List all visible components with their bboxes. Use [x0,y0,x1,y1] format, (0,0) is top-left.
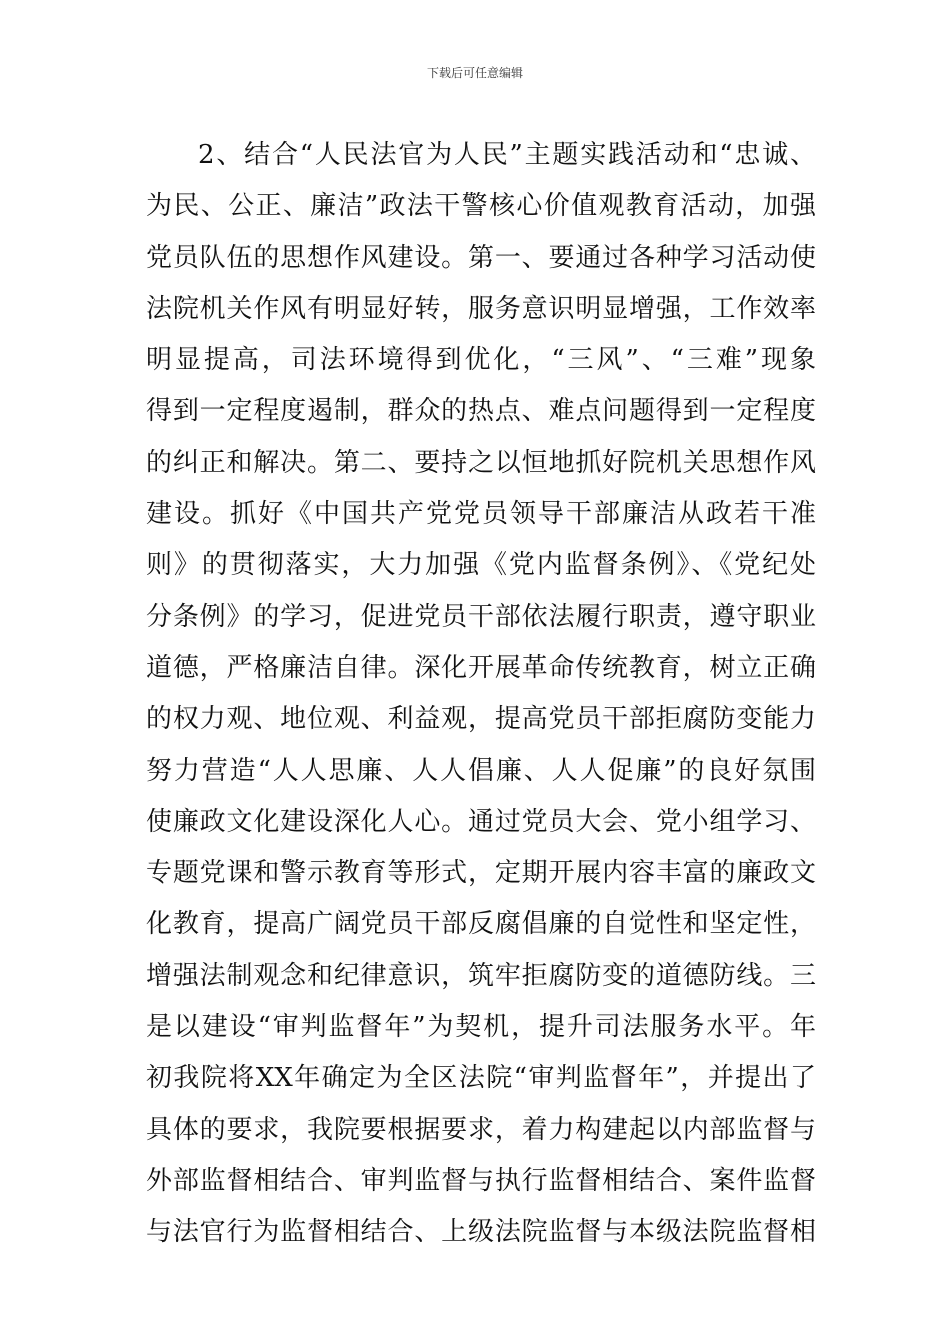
text-line: 努力营造“人人思廉、人人倡廉、人人促廉”的良好氛围 [146,755,816,786]
text-line: 则》的贯彻落实，大力加强《党内监督条例》、《党纪处 [146,550,816,581]
text-line: 增强法制观念和纪律意识，筑牢拒腐防变的道德防线。三 [146,960,816,991]
text-line: 的权力观、地位观、利益观，提高党员干部拒腐防变能力 [146,704,816,735]
text-line: 初我院将XX年确定为全区法院“审判监督年”，并提出了 [146,1063,816,1094]
text-line: 的纠正和解决。第二、要持之以恒地抓好院机关思想作风 [146,447,816,478]
text-line: 建设。抓好《中国共产党党员领导干部廉洁从政若干准 [146,499,816,530]
text-line: 明显提高，司法环境得到优化，“三风”、“三难”现象 [146,345,816,376]
text-line: 法院机关作风有明显好转，服务意识明显增强，工作效率 [146,293,816,324]
text-line: 党员队伍的思想作风建设。第一、要通过各种学习活动使 [146,242,816,273]
text-line: 得到一定程度遏制，群众的热点、难点问题得到一定程度 [146,396,816,427]
text-line: 为民、公正、廉洁”政法干警核心价值观教育活动，加强 [146,191,816,222]
text-line: 具体的要求，我院要根据要求，着力构建起以内部监督与 [146,1114,816,1145]
text-line: 2、结合“人民法官为人民”主题实践活动和“忠诚、 [198,140,816,170]
page-header-note: 下载后可任意编辑 [426,66,523,80]
text-line: 是以建设“审判监督年”为契机，提升司法服务水平。年 [146,1012,816,1043]
text-line: 分条例》的学习，促进党员干部依法履行职责，遵守职业 [146,601,816,632]
text-line: 专题党课和警示教育等形式，定期开展内容丰富的廉政文 [146,858,816,889]
text-line: 外部监督相结合、审判监督与执行监督相结合、案件监督 [146,1165,816,1196]
text-line: 道德，严格廉洁自律。深化开展革命传统教育，树立正确 [146,652,816,683]
text-line: 使廉政文化建设深化人心。通过党员大会、党小组学习、 [146,806,816,837]
text-line: 化教育，提高广阔党员干部反腐倡廉的自觉性和坚定性， [146,909,816,940]
document-body [146,130,816,1259]
text-line: 与法官行为监督相结合、上级法院监督与本级法院监督相 [146,1217,816,1248]
